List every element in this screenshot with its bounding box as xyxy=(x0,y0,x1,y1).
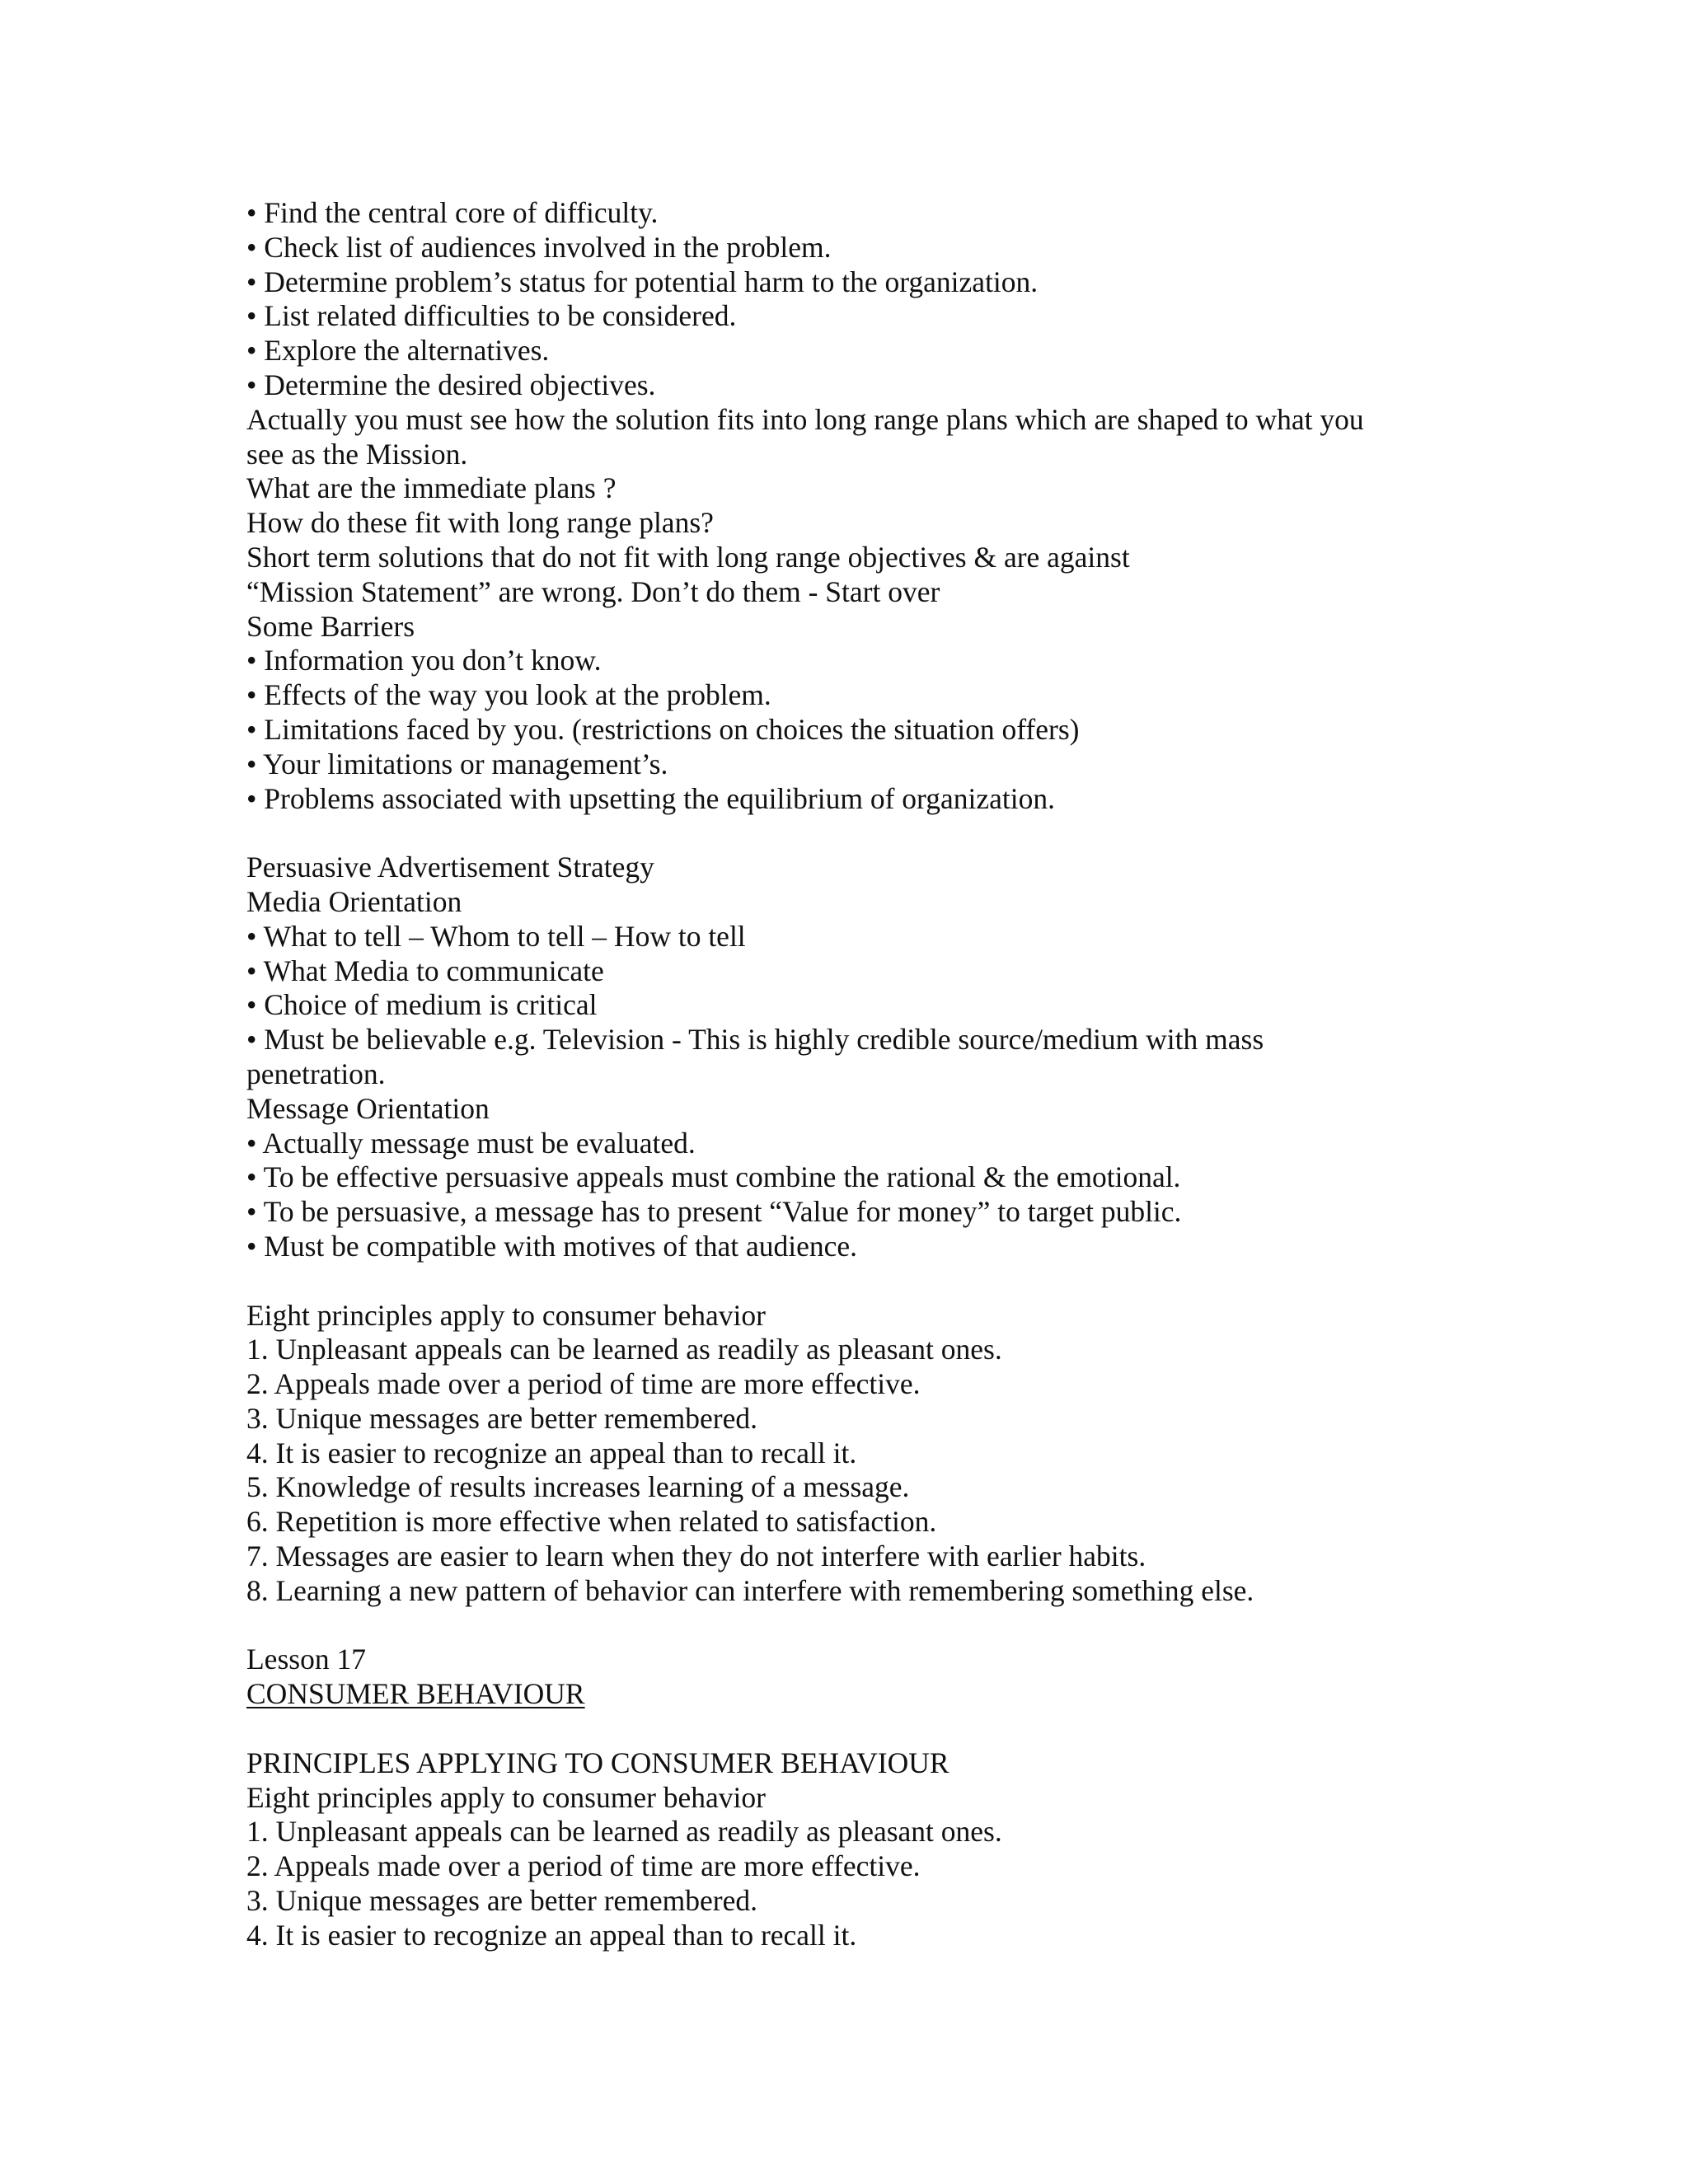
list-item: 2. Appeals made over a period of time are more effective. xyxy=(246,1367,921,1401)
list-item: • To be effective persuasive appeals must combine the rational & the emotional. xyxy=(246,1160,1181,1194)
list-item: • Choice of medium is critical xyxy=(246,988,598,1022)
list-item: • Check list of audiences involved in the problem. xyxy=(246,230,832,264)
principles-list xyxy=(246,1815,1483,1952)
text-line: What are the immediate plans ? xyxy=(246,471,617,505)
list-item: • List related difficulties to be considered. xyxy=(246,299,737,333)
text-line: Actually you must see how the solution fits into long range plans which are shaped to what you xyxy=(246,402,1364,436)
barriers-heading: Some Barriers xyxy=(246,609,415,643)
blank-line xyxy=(246,816,1483,851)
list-item: • Effects of the way you look at the problem. xyxy=(246,678,771,712)
list-item: 7. Messages are easier to learn when they do not interfere with earlier habits. xyxy=(246,1540,1146,1573)
list-item: • What Media to communicate xyxy=(246,954,604,987)
list-item: • Must be believable e.g. Television - This is highly credible source/medium with mass xyxy=(246,1023,1264,1057)
principles-subheading: Eight principles apply to consumer behavior xyxy=(246,1780,766,1814)
message-orientation-list xyxy=(246,1127,1483,1264)
text-line: Short term solutions that do not fit with long range objectives & are against xyxy=(246,540,1130,574)
list-item: 1. Unpleasant appeals can be learned as readily as pleasant ones. xyxy=(246,1815,1002,1849)
list-item: 3. Unique messages are better remembered. xyxy=(246,1884,758,1918)
list-item: 5. Knowledge of results increases learning of a message. xyxy=(246,1470,910,1504)
blank-line xyxy=(246,1264,1483,1299)
list-item: 4. It is easier to recognize an appeal than to recall it. xyxy=(246,1436,857,1469)
principles-heading: Eight principles apply to consumer behavior xyxy=(246,1298,766,1332)
text-line: see as the Mission. xyxy=(246,437,468,471)
media-orientation-list xyxy=(246,920,1483,1092)
lesson-title: CONSUMER BEHAVIOUR xyxy=(246,1677,585,1711)
list-item: • Actually message must be evaluated. xyxy=(246,1126,696,1160)
list-item: • What to tell – Whom to tell – How to tell xyxy=(246,919,746,953)
list-item: • Information you don’t know. xyxy=(246,644,602,677)
principles-list xyxy=(246,1333,1483,1608)
message-orientation-heading: Message Orientation xyxy=(246,1091,490,1125)
text-line: How do these fit with long range plans? xyxy=(246,506,714,540)
lesson-number: Lesson 17 xyxy=(246,1643,366,1676)
list-item: • Determine the desired objectives. xyxy=(246,368,656,401)
list-item: • Must be compatible with motives of that audience. xyxy=(246,1229,857,1263)
problem-steps-list xyxy=(246,196,1483,403)
blank-line xyxy=(246,1712,1483,1746)
list-item: 2. Appeals made over a period of time are more effective. xyxy=(246,1849,921,1883)
list-item-continuation: penetration. xyxy=(246,1057,386,1090)
list-item: • Your limitations or management’s. xyxy=(246,747,668,780)
media-orientation-heading: Media Orientation xyxy=(246,884,462,918)
list-item: • Limitations faced by you. (restrictions on choices the situation offers) xyxy=(246,712,1080,746)
document-body xyxy=(246,196,1483,1953)
list-item: 4. It is easier to recognize an appeal than to recall it. xyxy=(246,1918,857,1952)
section-heading: PRINCIPLES APPLYING TO CONSUMER BEHAVIOUR xyxy=(246,1746,950,1779)
mission-paragraph xyxy=(246,403,1483,610)
section-heading: Persuasive Advertisement Strategy xyxy=(246,851,654,884)
list-item: • Find the central core of difficulty. xyxy=(246,196,659,229)
list-item: 1. Unpleasant appeals can be learned as readily as pleasant ones. xyxy=(246,1333,1002,1366)
list-item: 6. Repetition is more effective when related to satisfaction. xyxy=(246,1505,937,1539)
list-item: 3. Unique messages are better remembered. xyxy=(246,1401,758,1435)
barriers-list xyxy=(246,644,1483,816)
blank-line xyxy=(246,1609,1483,1643)
list-item: • Determine problem’s status for potential harm to the organization. xyxy=(246,265,1039,298)
list-item: • To be persuasive, a message has to present “Value for money” to target public. xyxy=(246,1195,1182,1229)
list-item: • Explore the alternatives. xyxy=(246,334,550,368)
list-item: • Problems associated with upsetting the equilibrium of organization. xyxy=(246,781,1055,815)
list-item: 8. Learning a new pattern of behavior can interfere with remembering something else. xyxy=(246,1573,1254,1607)
lesson-title-line xyxy=(246,1677,1483,1712)
text-line: “Mission Statement” are wrong. Don’t do them - Start over xyxy=(246,574,940,608)
